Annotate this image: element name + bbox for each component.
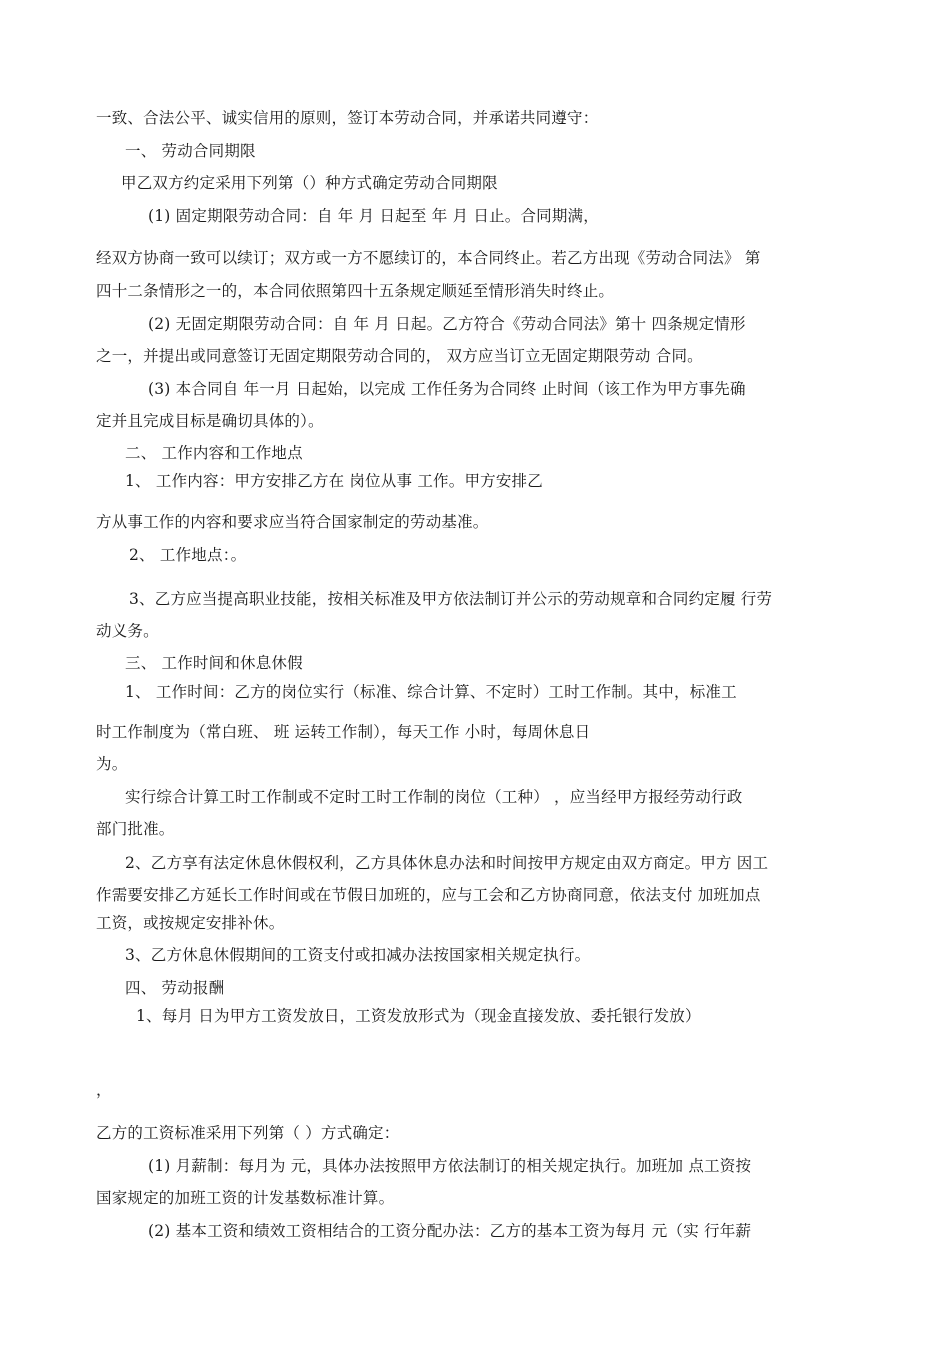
paragraph-line: 2、乙方享有法定休息休假权利，乙方具体休息办法和时间按甲方规定由双方商定。甲方 因工 [125,854,769,872]
paragraph-line: 1、 工作内容：甲方安排乙方在 岗位从事 工作。甲方安排乙 [125,472,543,490]
paragraph-line: 动义务。 [96,622,159,640]
paragraph-line: 国家规定的加班工资的计发基数标准计算。 [96,1189,395,1207]
section-heading: 四、 劳动报酬 [125,979,225,997]
paragraph-line: (2) 无固定期限劳动合同：自 年 月 日起。乙方符合《劳动合同法》第十 四条规定情形 [148,315,746,333]
section-heading: 二、 工作内容和工作地点 [125,444,303,462]
paragraph-line: 时工作制度为（常白班、 班 运转工作制），每天工作 小时，每周休息日 [96,723,591,741]
paragraph-line: 实行综合计算工时工作制或不定时工时工作制的岗位（工种） ，应当经甲方报经劳动行政 [125,788,743,806]
paragraph-line: 甲乙双方约定采用下列第（）种方式确定劳动合同期限 [121,174,498,192]
paragraph-line: (1) 月薪制：每月为 元，具体办法按照甲方依法制订的相关规定执行。加班加 点工资按 [148,1157,752,1175]
paragraph-line: 乙方的工资标准采用下列第（ ）方式确定： [96,1124,400,1142]
paragraph-line: (2) 基本工资和绩效工资相结合的工资分配办法：乙方的基本工资为每月 元（实 行年薪 [148,1222,752,1240]
paragraph-line: 方从事工作的内容和要求应当符合国家制定的劳动基准。 [96,513,489,531]
paragraph-line: 之一，并提出或同意签订无固定期限劳动合同的， 双方应当订立无固定期限劳动 合同。 [96,347,703,365]
paragraph-line: ， [96,1081,112,1099]
paragraph-line: 一致、合法公平、诚实信用的原则，签订本劳动合同，并承诺共同遵守： [96,109,599,127]
paragraph-line: 1、 工作时间：乙方的岗位实行（标准、综合计算、不定时）工时工作制。其中，标准工 [125,683,737,701]
paragraph-line: 定并且完成目标是确切具体的）。 [96,412,324,430]
paragraph-line: 为。 [96,755,128,773]
paragraph-line: 3、乙方休息休假期间的工资支付或扣减办法按国家相关规定执行。 [125,946,591,964]
paragraph-line: 工资，或按规定安排补休。 [96,914,285,932]
paragraph-line: 部门批准。 [96,820,175,838]
paragraph-line: 3、乙方应当提高职业技能，按相关标准及甲方依法制订并公示的劳动规章和合同约定履 行劳 [129,590,773,608]
paragraph-line: 经双方协商一致可以续订；双方或一方不愿续订的，本合同终止。若乙方出现《劳动合同法》 第 [96,249,761,267]
paragraph-line: 四十二条情形之一的，本合同依照第四十五条规定顺延至情形消失时终止。 [96,282,615,300]
section-heading: 三、 工作时间和休息休假 [125,654,303,672]
paragraph-line: 作需要安排乙方延长工作时间或在节假日加班的，应与工会和乙方协商同意，依法支付 加班加点 [96,886,761,904]
section-heading: 一、 劳动合同期限 [125,142,256,160]
paragraph-line: (3) 本合同自 年一月 日起始，以完成 工作任务为合同终 止时间（该工作为甲方事先确 [148,380,746,398]
paragraph-line: 2、 工作地点：。 [129,546,247,564]
paragraph-line: 1、每月 日为甲方工资发放日，工资发放形式为（现金直接发放、委托银行发放） [136,1007,701,1025]
paragraph-line: (1) 固定期限劳动合同：自 年 月 日起至 年 月 日止。合同期满， [148,207,599,225]
